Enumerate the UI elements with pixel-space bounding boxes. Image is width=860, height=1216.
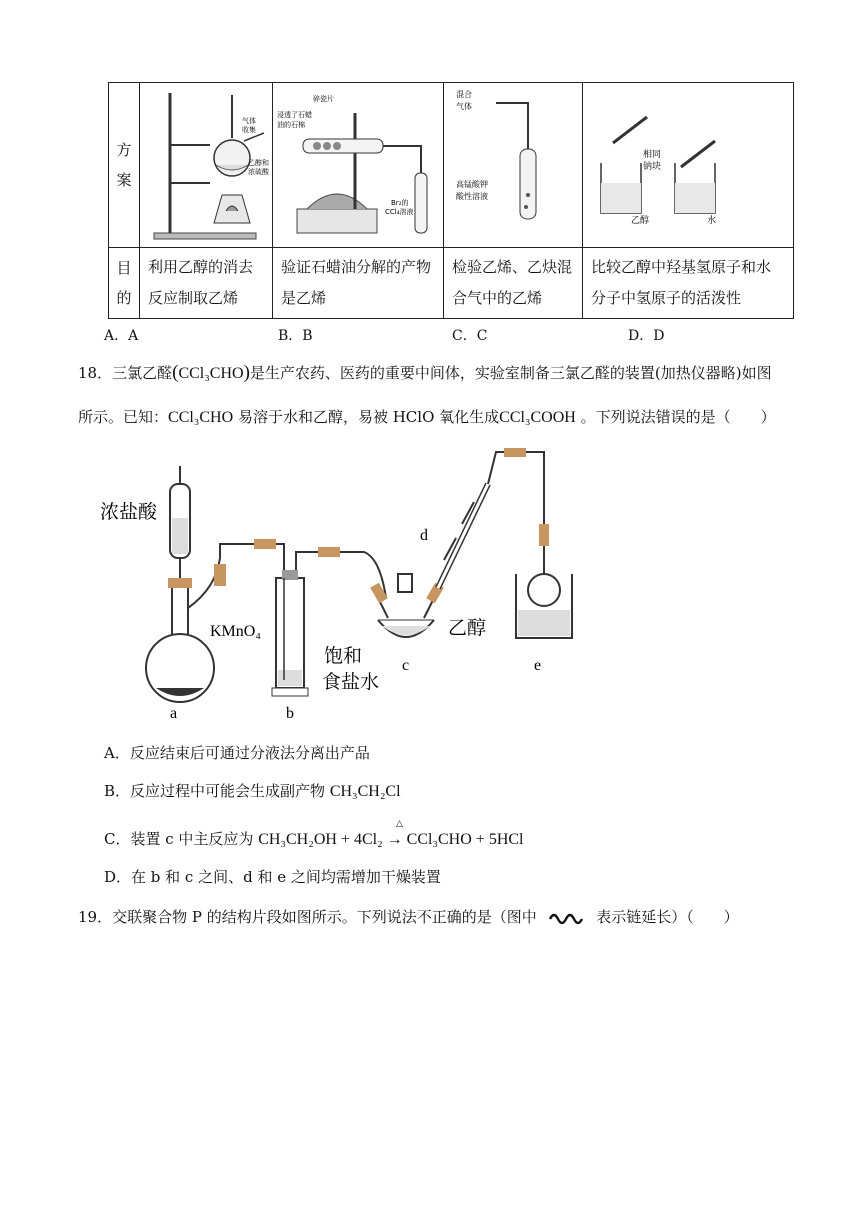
svg-text:碎瓷片: 碎瓷片 (313, 95, 334, 103)
q17-option-c: C．C (452, 328, 488, 344)
label-e: e (534, 657, 542, 674)
svg-text:酸性溶液: 酸性溶液 (456, 192, 488, 201)
label-b: b (286, 705, 294, 722)
label-a: a (170, 705, 178, 722)
scheme-4-apparatus (583, 83, 793, 243)
q18-stem-line2 (78, 406, 776, 427)
q18-formula-cccl3cho: CCl₃CHO (178, 365, 244, 382)
label-ethanol: 乙醇 (448, 617, 487, 639)
q19-stem (78, 906, 739, 927)
row-label-scheme: 方 案 (109, 83, 140, 248)
purpose-1: 利用乙醇的消去 反应制取乙烯 (140, 248, 273, 319)
svg-text:CCl₄溶液: CCl₄溶液 (385, 208, 414, 216)
q18-apparatus-diagram (96, 448, 576, 722)
label-d: d (420, 527, 428, 544)
label-concentrated-hcl: 浓盐酸 (100, 501, 158, 523)
q18-stem-text-3: 所示。已知： (78, 408, 169, 426)
svg-text:混合: 混合 (456, 90, 472, 99)
svg-text:浸透了石蜡: 浸透了石蜡 (277, 111, 312, 119)
q18-option-c-equation: CH₃CH₂OH + 4Cl₂ → CCl₃CHO + 5HCl (258, 831, 524, 848)
q18-stem-text-4: 易溶于水和乙醇，易被 HClO 氧化生成 (233, 408, 500, 426)
purpose-2: 验证石蜡油分解的产物 是乙烯 (273, 248, 444, 319)
svg-text:浓硫酸: 浓硫酸 (248, 168, 269, 176)
label-kmno4: KMnO₄ (210, 623, 261, 640)
q18-option-d: D．在 b 和 c 之间、d 和 e 之间均需增加干燥装置 (104, 868, 441, 886)
wavy-chain-icon (548, 911, 586, 925)
q18-stem-text: 三氯乙醛 (112, 364, 173, 382)
svg-text:乙醇: 乙醇 (631, 216, 650, 226)
svg-text:钠块: 钠块 (643, 162, 662, 172)
svg-text:乙醇和: 乙醇和 (248, 159, 269, 167)
q17-table (108, 82, 794, 319)
row-label-purpose: 目 的 (109, 248, 140, 319)
svg-text:收集: 收集 (242, 126, 256, 134)
q18-stem-text-2: 是生产农药、医药的重要中间体，实验室制备三氯乙醛的装置(加热仪器略)如图 (249, 364, 772, 382)
purpose-4: 比较乙醇中羟基氢原子和水 分子中氢原子的活泼性 (583, 248, 794, 319)
q18-stem-line1: 18．三氯乙醛(CCl₃CHO)是生产农药、医药的重要中间体，实验室制备三氯乙醛的装置(加热仪器略)如图 (78, 362, 772, 383)
scheme-3-apparatus (444, 83, 582, 243)
q18-option-a: A．反应结束后可通过分液法分离出产品 (104, 744, 370, 762)
scheme-1-cell (140, 83, 273, 248)
svg-text:水: 水 (707, 216, 717, 226)
label-c: c (402, 657, 410, 674)
svg-text:Br₂的: Br₂的 (391, 199, 409, 207)
scheme-3-cell (444, 83, 583, 248)
scheme-2-apparatus (273, 83, 443, 243)
q18-stem-text-5: 。下列说法错误的是（ ） (575, 408, 776, 426)
q18-option-b: B．反应过程中可能会生成副产物 CH₃CH₂Cl (104, 782, 401, 800)
scheme-2-cell (273, 83, 444, 248)
purpose-3: 检验乙烯、乙炔混 合气中的乙烯 (444, 248, 583, 319)
q19-stem-text: 19．交联聚合物 P 的结构片段如图所示。下列说法不正确的是（图中 (78, 908, 537, 926)
q18-option-c: C．装置 c 中主反应为 CH₃CH₂OH + 4Cl₂ → CCl₃CHO + 5HCl △ (104, 818, 524, 848)
svg-text:气体: 气体 (242, 117, 256, 125)
svg-text:气体: 气体 (456, 102, 472, 111)
scheme-4-cell (583, 83, 794, 248)
q17-option-a: A．A (104, 328, 139, 344)
svg-text:油的石棉: 油的石棉 (277, 121, 305, 129)
q18-number: 18． (78, 364, 113, 382)
q18-formula-2: CCl₃CHO (168, 409, 234, 426)
q18-formula-3: CCl₃COOH (499, 409, 576, 426)
q17-option-d: D．D (628, 328, 665, 344)
svg-text:相同: 相同 (643, 150, 662, 160)
q19-stem-text-2: 表示链延长）（ ） (596, 908, 739, 926)
label-saturated: 饱和 (324, 645, 363, 667)
label-brine: 食盐水 (322, 671, 380, 693)
q18-option-b-formula: CH₃CH₂Cl (329, 783, 401, 800)
scheme-1-apparatus (140, 83, 272, 243)
heat-condition: △ (396, 818, 403, 828)
q17-option-b: B．B (278, 328, 313, 344)
svg-text:高锰酸钾: 高锰酸钾 (456, 180, 488, 189)
